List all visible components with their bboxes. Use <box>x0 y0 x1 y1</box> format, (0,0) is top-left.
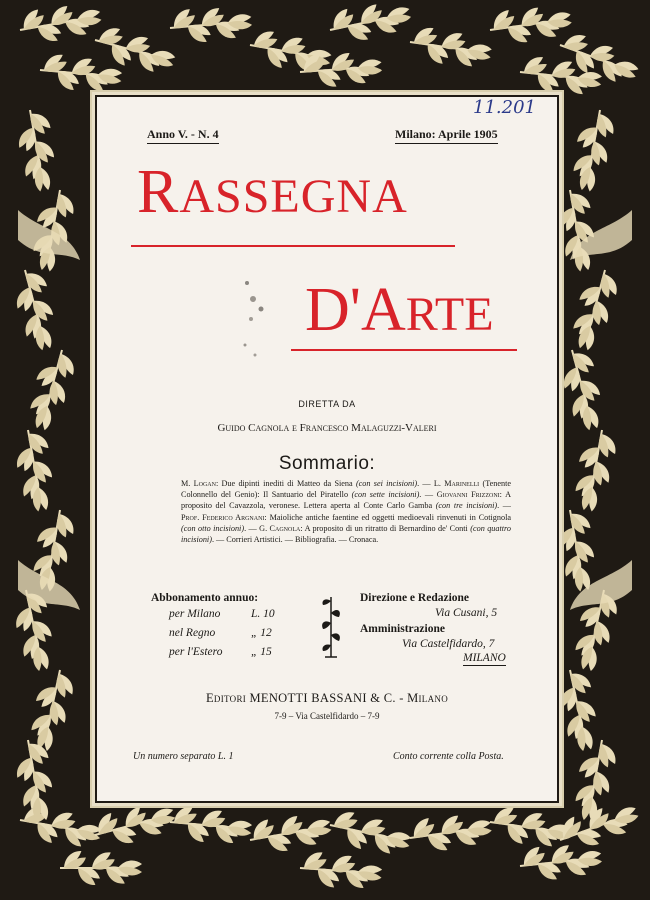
summary-text <box>181 478 511 545</box>
title-rule-2 <box>291 349 517 351</box>
summary-entry-text: : Maioliche antiche faentine ed oggetti medioevali rinvenuti in Cotignola <box>264 512 511 522</box>
publisher-line: Editori MENOTTI BASSANI & C. - Milano <box>206 691 448 705</box>
summary-author: Giovanni Frizzoni <box>436 490 500 500</box>
summary-entry-note: (con otto incisioni) <box>181 523 245 533</box>
subscription-row <box>169 646 272 658</box>
title-line-2-capital: D'A <box>305 276 406 344</box>
summary-entry-note: (con tre incisioni) <box>435 501 498 511</box>
administration-title: Amministrazione <box>360 623 445 635</box>
title-line-1-capital: R <box>137 158 180 226</box>
summary-entry-note: (con quattro incisioni) <box>181 523 512 545</box>
summary-entry-note: (con sette incisioni) <box>351 490 420 500</box>
postal-account-note: Conto corrente colla Posta. <box>393 751 504 762</box>
volume-issue: Anno V. - N. 4 <box>147 127 219 144</box>
subscription-price: L. 10 <box>251 608 275 620</box>
ink-blot-mark <box>233 273 273 363</box>
summary-author: G. Cagnola <box>259 523 301 533</box>
subscription-label: per Milano <box>169 608 221 620</box>
handwritten-catalog-number: 11.201 <box>473 97 536 118</box>
title-line-2 <box>305 276 494 344</box>
place-date: Milano: Aprile 1905 <box>395 127 498 144</box>
subscription-label: per l'Estero <box>169 646 223 658</box>
title-line-1-rest: ASSEGNA <box>179 170 408 223</box>
single-issue-price: Un numero separato L. 1 <box>133 751 234 762</box>
title-line-2-rest: RTE <box>405 288 494 341</box>
subscription-row <box>169 627 272 639</box>
direction-address: Via Cusani, 5 <box>435 607 498 619</box>
subscription-label: nel Regno <box>169 627 216 639</box>
subscription-price: „ 15 <box>251 646 272 658</box>
summary-entry-tail: . — Corrieri Artistici. — Bibliografia. — Cronaca. <box>211 535 379 545</box>
directors-names: Guido Cagnola e Francesco Malaguzzi-Valeri <box>217 422 437 434</box>
summary-entry-tail: . — <box>417 479 434 488</box>
summary-entry-text: : Due dipinti inediti di Matteo da Siena <box>215 479 356 488</box>
title-rule-1 <box>131 245 455 247</box>
summary-entry-tail: . — <box>419 490 437 500</box>
cover-panel <box>92 92 562 806</box>
summary-author: M. Logan <box>181 479 216 488</box>
subscription-title: Abbonamento annuo: <box>151 592 259 604</box>
summary-entry-text: : A proposito di un ritratto di Bernardino de' Conti <box>300 523 471 533</box>
summary-entry-text: : A proposito del Cavazzola, veronese. Lettera aperta al Conte Carlo Gamba <box>181 490 511 511</box>
direction-title: Direzione e Redazione <box>360 592 470 604</box>
administration-address: Via Castelfidardo, 7 <box>402 638 495 650</box>
directed-by-label: DIRETTA DA <box>298 399 356 409</box>
subscription-row <box>169 608 275 620</box>
floral-ornament-icon <box>317 593 345 661</box>
summary-title: Sommario: <box>278 453 376 474</box>
title-line-1 <box>137 158 408 226</box>
summary-entry-note: (con sei incisioni) <box>355 479 418 488</box>
summary-author: L. Marinelli <box>433 479 480 488</box>
summary-entry-tail: . — <box>497 501 511 511</box>
subscription-price: „ 12 <box>251 627 272 639</box>
city-name: MILANO <box>463 652 506 664</box>
summary-entry <box>181 479 434 488</box>
summary-entry-text: (Tenente Colonnello del Genio): Il Santuario del Piratello <box>181 479 511 500</box>
summary-entry-tail: . — <box>244 523 260 533</box>
publisher-address: 7-9 – Via Castelfidardo – 7-9 <box>274 711 380 721</box>
summary-author: Prof. Federico Argnani <box>181 512 265 522</box>
